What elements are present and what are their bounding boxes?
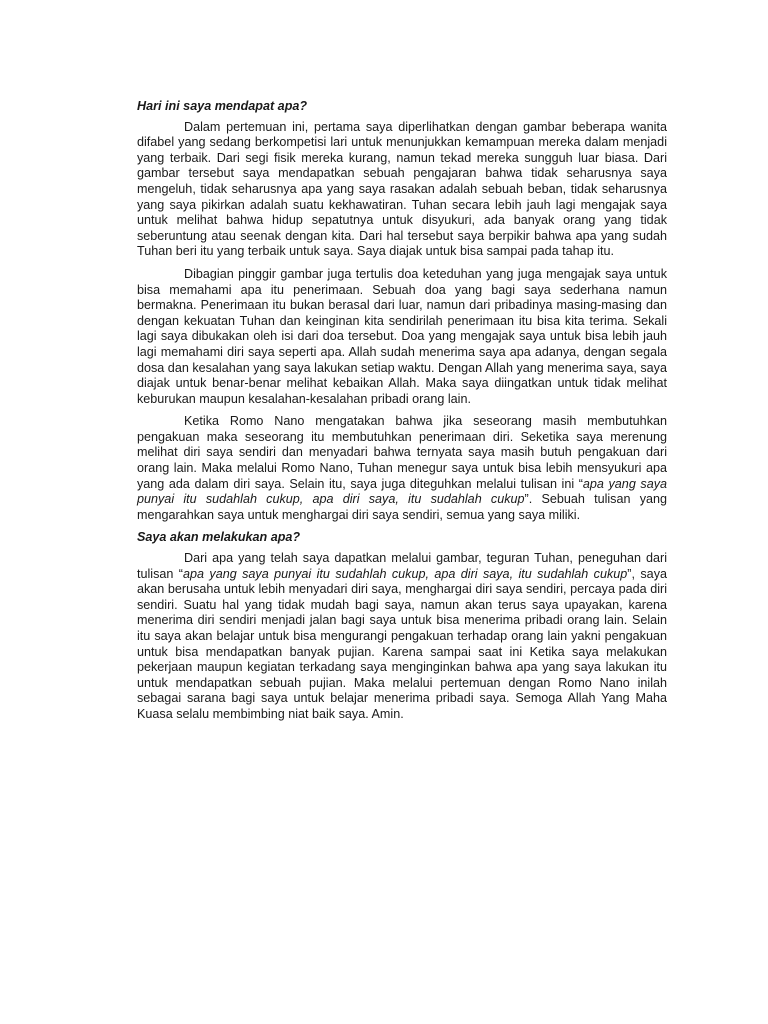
- paragraph-3-text-b: ”. Sebuah tulisan yang mengarahkan saya untuk menghargai diri saya sendiri, semua yang saya miliki.: [137, 492, 668, 522]
- paragraph-4-text-a: Dari apa yang telah saya dapatkan melalui gambar, teguran Tuhan, peneguhan dari tulisan “: [137, 551, 667, 581]
- paragraph-4-text-b: ”, saya akan berusaha untuk lebih menyadari diri saya, menghargai diri saya sendiri, percaya pada diri sendiri. Suatu hal yang tidak mudah bagi saya, namun akan terus saya upayakan, karena menerima diri sendiri menjadi jalan bagi saya untuk bisa menerima pribadi orang lain. Selain itu saya akan belajar untuk bisa mengurangi pengakuan terhadap orang lain yakni pengakuan untuk bisa mendapatkan banyak pujian. Karena sampai saat ini Ketika saya melakukan pekerjaan maupun kegiatan terkadang saya menginginkan bahwa apa yang saya lakukan itu untuk mendapatkan sebuah pujian. Maka melalui pertemuan dengan Romo Nano inilah sebagai sarana bagi saya untuk belajar menerima pribadi saya. Semoga Allah Yang Maha Kuasa selalu membimbing niat baik saya. Amin.: [137, 566, 667, 721]
- paragraph-4: [137, 551, 667, 723]
- paragraph-1: Dalam pertemuan ini, pertama saya diperlihatkan dengan gambar beberapa wanita difabel yang sedang berkompetisi lari untuk menunjukkan kemampuan mereka dalam menjadi yang terbaik. Dari segi fisik mereka kurang, namun tekad mereka sungguh luar biasa. Dari gambar tersebut saya mendapatkan sebuah pengajaran bahwa tidak seharusnya saya mengeluh, tidak seharusnya apa yang saya rasakan adalah sebuah beban, tidak seharusnya yang saya pikirkan adalah suatu kekhawatiran. Tuhan secara lebih jauh lagi mengajak saya untuk melihat bahwa hidup sepatutnya untuk disyukuri, ada banyak orang yang tidak seberuntung atau seenak dengan kita. Dari hal tersebut saya berpikir bahwa apa yang sudah Tuhan beri itu yang terbaik untuk saya. Saya diajak untuk bisa sampai pada tahap itu.: [137, 119, 667, 259]
- paragraph-3-quote: apa yang saya punyai itu sudahlah cukup, apa diri saya, itu sudahlah cukup: [137, 476, 667, 507]
- paragraph-3-text-a: Ketika Romo Nano mengatakan bahwa jika seseorang masih membutuhkan pengakuan maka seseorang itu membutuhkan penerimaan diri. Seketika saya merenung melihat diri saya sendiri dan menyadari bahwa ternyata saya masih butuh pengakuan dari orang lain. Maka melalui Romo Nano, Tuhan menegur saya untuk bisa lebih mensyukuri apa yang ada dalam diri saya. Selain itu, saya juga diteguhkan melalui tulisan ini “: [137, 414, 667, 491]
- document-page: [137, 99, 667, 730]
- paragraph-3: [137, 414, 667, 523]
- section-heading-1: Hari ini saya mendapat apa?: [137, 99, 308, 113]
- paragraph-4-quote: apa yang saya punyai itu sudahlah cukup, apa diri saya, itu sudahlah cukup: [183, 566, 628, 581]
- paragraph-2: Dibagian pinggir gambar juga tertulis doa keteduhan yang juga mengajak saya untuk bisa memahami apa itu penerimaan. Sebuah doa yang bagi saya sederhana namun bermakna. Penerimaan itu bukan berasal dari luar, namun dari pribadinya masing-masing dan dengan kekuatan Tuhan dan keinginan kita sendirilah penerimaan itu bisa kita terima. Sekali lagi saya dibukakan oleh isi dari doa tersebut. Doa yang mengajak saya untuk bisa lebih jauh lagi memahami diri saya seperti apa. Allah sudah menerima saya apa adanya, dengan segala dosa dan kesalahan yang saya lakukan setiap waktu. Dengan Allah yang menerima saya, saya diajak untuk benar-benar melihat kebaikan Allah. Maka saya diingatkan untuk tidak melihat keburukan maupun kesalahan-kesalahan pribadi orang lain.: [137, 266, 667, 406]
- section-heading-2: Saya akan melakukan apa?: [137, 530, 301, 545]
